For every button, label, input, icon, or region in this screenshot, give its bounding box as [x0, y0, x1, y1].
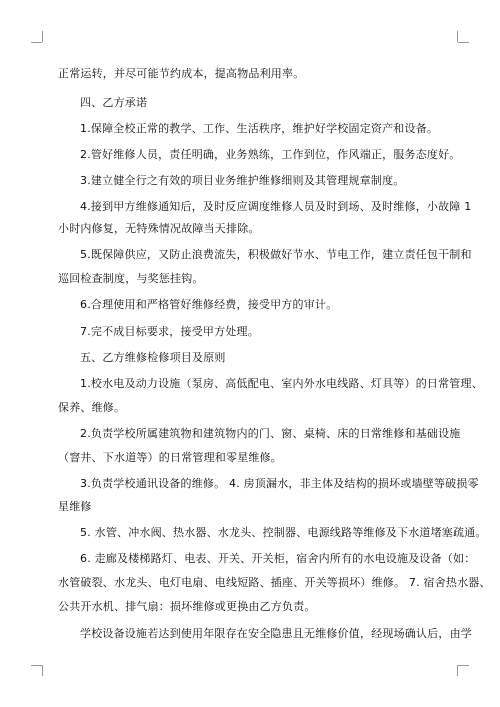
text-line: 1.保障全校正常的教学、工作、生活秩序，维护好学校固定资产和设备。: [80, 122, 439, 135]
crop-mark-top-left-h: [31, 42, 42, 43]
text-line: 6.合理使用和严格管好维修经费，接受甲方的审计。: [80, 298, 338, 311]
text-line: 7.完不成目标要求，接受甲方处理。: [80, 325, 259, 338]
text-line: 水管破裂、水龙头、电灯电扇、电线短路、插座、开关等损坏）维修。 7. 宿舍热水器、: [58, 576, 491, 589]
text-line: 学校设备设施若达到使用年限存在安全隐患且无维修价值，经现场确认后，由学: [80, 627, 472, 640]
text-line: 5. 水管、冲水阀、热水器、水龙头、控制器、电源线路等维修及下水道堵塞疏通。: [80, 526, 487, 539]
text-line: 4.接到甲方维修通知后，及时反应调度维修人员及时到场、及时维修，小故障 1: [80, 200, 472, 213]
crop-mark-bottom-left-v: [42, 665, 43, 676]
text-line: 3.负责学校通讯设备的维修。 4. 房顶漏水，非主体及结构的损坏或墙壁等破损零: [80, 477, 479, 490]
crop-mark-bottom-right-v: [457, 665, 458, 676]
text-line: 2.负责学校所属建筑物和建筑物内的门、窗、桌椅、床的日常维修和基础设施: [80, 427, 461, 440]
text-line: 保养、维修。: [58, 401, 126, 414]
text-line: 小时内修复，无特殊情况故障当天排除。: [58, 222, 260, 235]
text-line: 星维修: [58, 500, 92, 513]
crop-mark-top-right-h: [458, 42, 469, 43]
text-line: 3.建立健全行之有效的项目业务维护维修细则及其管理规章制度。: [80, 174, 405, 187]
text-line: 2.管好维修人员，责任明确，业务熟练，工作到位，作风端正，服务态度好。: [80, 148, 461, 161]
crop-mark-bottom-right-h: [458, 665, 469, 666]
text-line: 1.校水电及动力设施（泵房、高低配电、室内外水电线路、灯具等）的日常管理、: [80, 377, 483, 390]
text-line: （窨井、下水道等）的日常管理和零星维修。: [58, 451, 282, 464]
crop-mark-top-left-v: [42, 31, 43, 42]
text-line: 5.既保障供应，又防止浪费流失，积极做好节水、节电工作，建立责任包干制和: [80, 248, 472, 261]
text-line: 正常运转，并尽可能节约成本，提高物品利用率。: [58, 67, 305, 80]
text-line: 巡回检查制度，与奖惩挂钩。: [58, 272, 204, 285]
section-heading: 五、乙方维修检修项目及原则: [80, 351, 226, 364]
section-heading: 四、乙方承诺: [80, 96, 148, 109]
text-line: 6. 走廊及楼梯路灯、电表、开关、开关柜，宿舍内所有的水电设施及设备（如：: [80, 552, 476, 565]
crop-mark-top-right-v: [457, 31, 458, 42]
text-line: 公共开水机、排气扇：损坏维修或更换由乙方负责。: [58, 600, 316, 613]
crop-mark-bottom-left-h: [31, 665, 42, 666]
